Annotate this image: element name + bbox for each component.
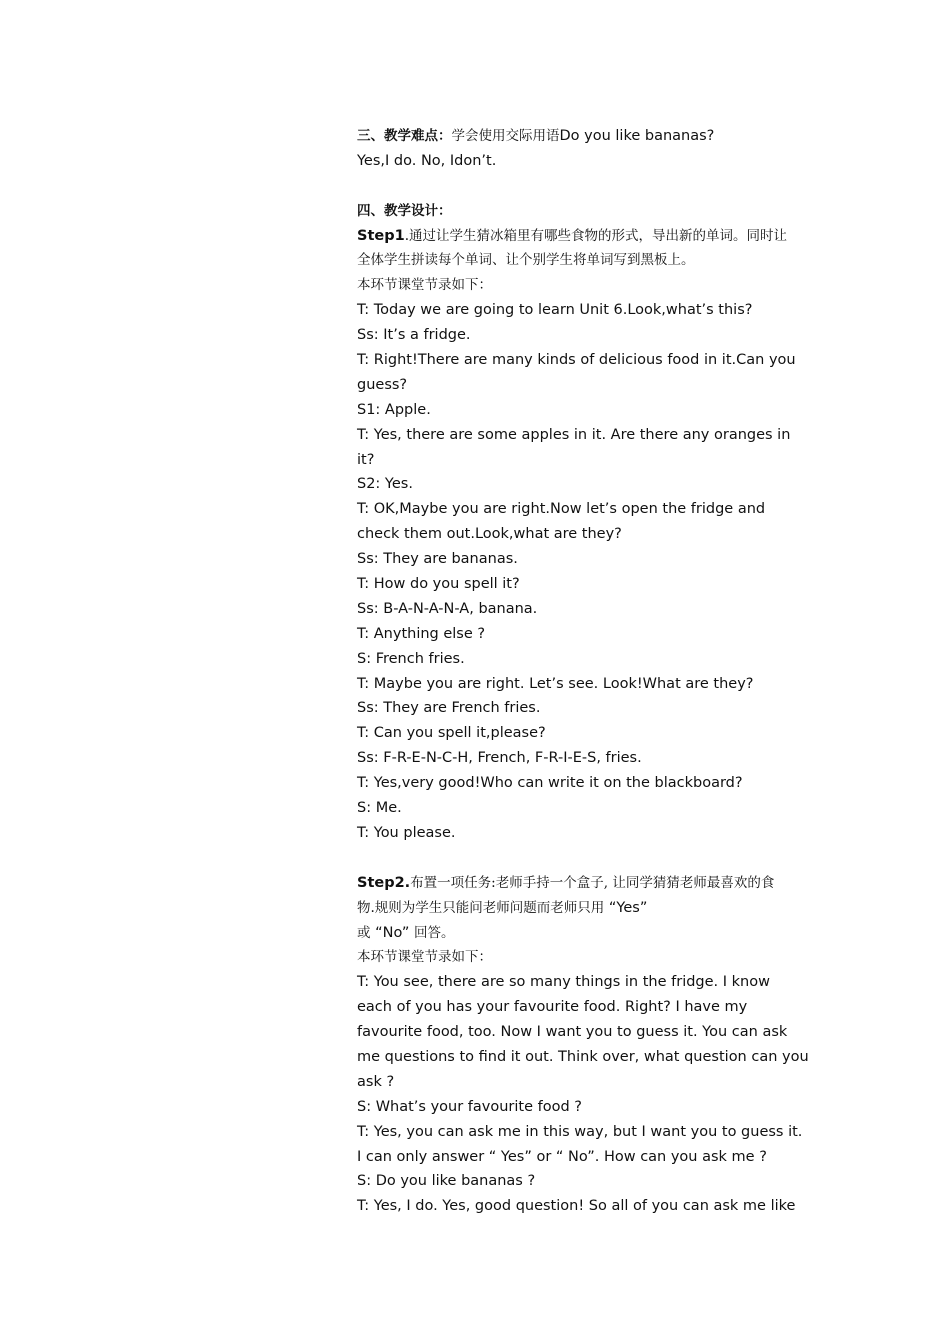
step1-label: Step1 — [357, 227, 405, 244]
dialogue-line: T: You please. — [357, 824, 456, 841]
dialogue-line: T: Yes, I do. Yes, good question! So all of you can ask me like — [357, 1198, 796, 1215]
dialogue-line: Ss: F-R-E-N-C-H, French, F-R-I-E-S, fries. — [357, 750, 642, 767]
dialogue-line: I can only answer “ Yes” or “ No”. How can you ask me ? — [357, 1148, 767, 1165]
section3-line1 — [357, 124, 817, 149]
step2-record-label: 本环节课堂节录如下： — [357, 949, 492, 966]
dialogue-line: guess? — [357, 376, 408, 393]
step1-dialogue — [357, 298, 817, 846]
step1-desc-line1: .通过让学生猜冰箱里有哪些食物的形式，导出新的单词。同时让 — [404, 227, 787, 244]
dialogue-line: S: Me. — [357, 800, 402, 817]
spacer — [357, 846, 817, 871]
dialogue-line: T: OK,Maybe you are right.Now let’s open the fridge and — [357, 501, 766, 518]
dialogue-line: Ss: They are French fries. — [357, 700, 541, 717]
dialogue-line: me questions to find it out. Think over, what question can you — [357, 1048, 809, 1065]
dialogue-line: S1: Apple. — [357, 401, 431, 418]
dialogue-line: check them out.Look,what are they? — [357, 526, 622, 543]
spacer — [357, 174, 817, 199]
step2-desc-line3-en: “No” — [370, 924, 414, 941]
step1-desc-line2: 全体学生拼读每个单词、让个别学生将单词写到黑板上。 — [357, 252, 695, 269]
step2-line3 — [357, 921, 817, 946]
step2-line1 — [357, 871, 817, 896]
step2-desc-line2-cn: 物.规则为学生只能问老师问题而老师只用 — [357, 899, 605, 916]
section3-line2: Yes,I do. No, Idon’t. — [357, 152, 497, 169]
step2-label: Step2. — [357, 874, 411, 891]
dialogue-line: T: You see, there are so many things in the fridge. I know — [357, 974, 770, 991]
dialogue-line: T: Right!There are many kinds of delicious food in it.Can you — [357, 352, 796, 369]
step2-line2 — [357, 896, 817, 921]
section3-heading: 三、教学难点： — [357, 128, 452, 144]
step2-dialogue — [357, 970, 817, 1219]
section3-text-en: Do you like bananas? — [559, 128, 715, 144]
section3-text-cn: 学会使用交际用语 — [451, 128, 560, 144]
document-body — [357, 124, 817, 1219]
dialogue-line: T: Yes, you can ask me in this way, but I want you to guess it. — [357, 1123, 803, 1140]
step2-desc-line3-cn1: 或 — [357, 924, 371, 941]
step1-line1 — [357, 224, 817, 249]
dialogue-line: T: Can you spell it,please? — [357, 725, 546, 742]
dialogue-line: Ss: They are bananas. — [357, 551, 518, 568]
dialogue-line: T: How do you spell it? — [357, 576, 520, 593]
dialogue-line: S: What’s your favourite food ? — [357, 1098, 582, 1115]
dialogue-line: Ss: B-A-N-A-N-A, banana. — [357, 600, 538, 617]
dialogue-line: Ss: It’s a fridge. — [357, 327, 471, 344]
dialogue-line: T: Anything else ? — [357, 625, 486, 642]
dialogue-line: S: French fries. — [357, 650, 465, 667]
dialogue-line: each of you has your favourite food. Right? I have my — [357, 999, 748, 1016]
step2-desc-line2-en: “Yes” — [604, 899, 648, 916]
dialogue-line: T: Yes, there are some apples in it. Are there any oranges in — [357, 426, 791, 443]
dialogue-line: T: Yes,very good!Who can write it on the blackboard? — [357, 775, 743, 792]
step2-desc-line1: 布置一项任务:老师手持一个盒子, 让同学猜猜老师最喜欢的食 — [410, 874, 775, 891]
dialogue-line: T: Maybe you are right. Let’s see. Look!What are they? — [357, 675, 754, 692]
dialogue-line: favourite food, too. Now I want you to guess it. You can ask — [357, 1024, 788, 1041]
section4-heading: 四、教学设计： — [357, 202, 452, 219]
dialogue-line: T: Today we are going to learn Unit 6.Look,what’s this? — [357, 302, 753, 319]
dialogue-line: S2: Yes. — [357, 476, 413, 493]
step1-record-label: 本环节课堂节录如下： — [357, 277, 492, 294]
dialogue-line: ask ? — [357, 1073, 395, 1090]
dialogue-line: it? — [357, 451, 375, 468]
dialogue-line: S: Do you like bananas ? — [357, 1173, 536, 1190]
step2-desc-line3-cn2: 回答。 — [413, 924, 455, 941]
